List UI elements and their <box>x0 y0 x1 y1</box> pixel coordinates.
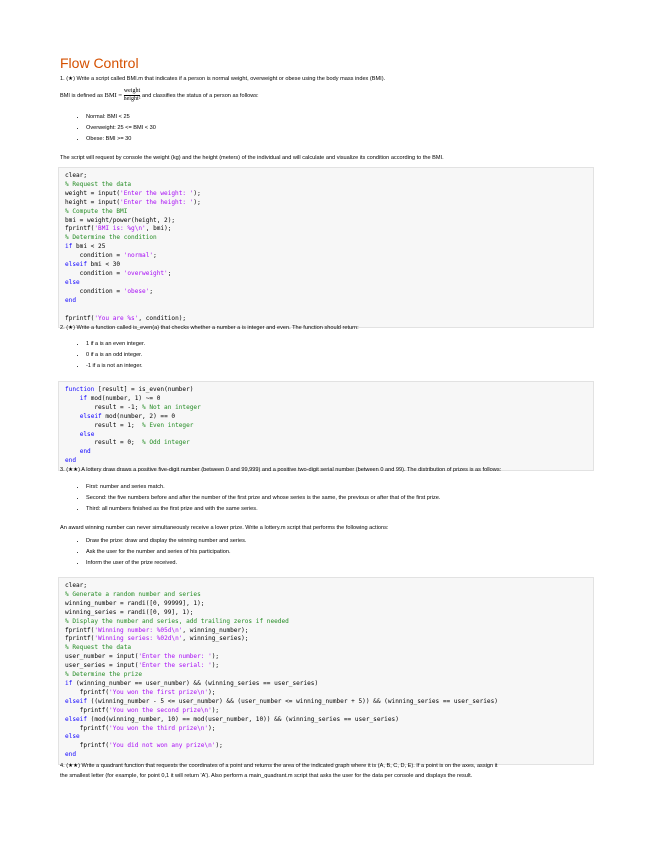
code-keyword: if <box>79 394 88 402</box>
code-text: bmi = weight/power(height, 2); <box>65 216 176 224</box>
bullet-item: • 0 if a is an odd integer. <box>86 350 145 361</box>
page-title: Flow Control <box>60 55 139 71</box>
code-line <box>65 439 593 448</box>
code-text: weight = input( <box>65 189 121 197</box>
code-text: fprintf( <box>65 706 110 714</box>
code-text: ); <box>208 688 216 696</box>
code-comment: % Determine the prize <box>65 671 143 679</box>
code-string: 'Winning series: %02d\n' <box>94 635 183 643</box>
code-comment: % Generate a random number and series <box>65 590 201 598</box>
code-keyword: elseif <box>65 261 88 269</box>
code-line <box>65 653 593 662</box>
code-line <box>65 288 593 297</box>
code-text: ); <box>193 189 201 197</box>
code-text: ); <box>211 653 220 661</box>
code-line <box>65 707 593 716</box>
code-line <box>65 243 593 252</box>
code-string: 'You won the third prize\n' <box>109 724 209 732</box>
code-string: 'Enter the height: ' <box>120 198 194 206</box>
code-text: result = 1; <box>65 421 143 429</box>
code-text: mod(number, 2) == 0 <box>101 412 176 420</box>
q1-after: The script will request by console the weight (kg) and the height (meters) of the individual and will calculate and visualize its condition according to the BMI. <box>60 155 444 161</box>
code-line <box>65 457 593 466</box>
code-line <box>65 234 593 243</box>
code-text <box>65 448 80 455</box>
code-text: ); <box>208 724 216 732</box>
code-block-is-even <box>58 381 594 471</box>
code-comment: % Even integer <box>142 421 194 429</box>
code-text: user_number = input( <box>65 653 139 661</box>
code-text: fprintf( <box>65 724 110 732</box>
code-text: mod(number, 1) ~= 0 <box>87 394 161 402</box>
code-line <box>65 315 593 324</box>
code-string: 'obese' <box>123 287 150 295</box>
code-line <box>65 279 593 288</box>
bullet-item: • 1 if a is an even integer. <box>86 339 145 350</box>
q3-bullets2 <box>76 536 246 569</box>
code-keyword: else <box>65 733 80 741</box>
code-text: ; <box>167 269 172 277</box>
code-text: result = 0; <box>65 439 143 447</box>
code-line <box>65 733 593 742</box>
code-comment: % Not an integer <box>142 403 201 411</box>
code-text: result = -1; <box>65 403 143 411</box>
code-string: 'You are %s' <box>94 314 139 322</box>
code-string: 'You did not won any prize\n' <box>109 742 216 750</box>
code-text: bmi < 25 <box>72 243 106 251</box>
code-line <box>65 270 593 279</box>
code-comment: % Determine the condition <box>65 234 157 242</box>
code-text: (mod(winning_number, 10) == mod(user_number, 10)) && (winning_series == user_series) <box>87 715 399 723</box>
code-line <box>65 297 593 306</box>
code-comment: % Odd integer <box>142 439 190 447</box>
code-line <box>65 181 593 190</box>
code-text: fprintf( <box>65 635 95 643</box>
q3-bullets <box>76 482 440 515</box>
code-text: clear; <box>65 582 88 589</box>
code-keyword: end <box>79 448 91 456</box>
code-text <box>65 306 69 313</box>
code-keyword: else <box>79 430 95 438</box>
code-line <box>65 261 593 270</box>
code-text: ); <box>211 706 220 714</box>
code-text: fprintf( <box>65 314 95 322</box>
code-text: fprintf( <box>65 742 110 750</box>
code-line <box>65 680 593 689</box>
formula-lhs: BMI = <box>104 91 123 99</box>
code-line <box>65 582 593 591</box>
code-text: ); <box>211 662 220 670</box>
code-line <box>65 190 593 199</box>
code-text <box>65 431 80 438</box>
code-line <box>65 698 593 707</box>
code-text: fprintf( <box>65 626 95 634</box>
code-string: 'BMI is: %g\n' <box>94 225 146 233</box>
code-keyword: end <box>65 296 77 304</box>
code-line <box>65 448 593 457</box>
code-comment: % Compute the BMI <box>65 207 128 215</box>
code-string: 'You won the second prize\n' <box>109 706 212 714</box>
code-block-bmi <box>58 167 594 328</box>
code-line <box>65 413 593 422</box>
bullet-item: • Second: the five numbers before and after the number of the first prize and whose series is the same, the previous or after that of the first prize. <box>86 493 440 504</box>
q1-intro: 1. (★) Write a script called BMI.m that indicates if a person is normal weight, overweight or obese using the body mass index (BMI). <box>60 76 386 82</box>
code-line <box>65 635 593 644</box>
code-keyword: end <box>65 457 77 465</box>
code-text: (winning_number == user_number) && (winning_series == user_series) <box>72 679 319 687</box>
code-text: user_series = input( <box>65 662 139 670</box>
code-keyword: if <box>65 679 73 687</box>
code-comment: % Request the data <box>65 180 132 188</box>
code-text: winning_series = randi([0, 99], 1); <box>65 608 194 616</box>
bullet-item: • Draw the prize: draw and display the winning number and series. <box>86 536 246 547</box>
code-keyword: end <box>65 751 77 759</box>
q4-line1: 4. (★★) Write a quadrant function that requests the coordinates of a point and returns the area of the indicated graph where it is (A, B, C, D, E). If a point is on the axes, assign it <box>60 763 498 769</box>
code-string: 'Enter the weight: ' <box>120 189 194 197</box>
code-keyword: function <box>65 386 95 393</box>
code-text: , winning_number); <box>182 626 249 634</box>
code-text <box>65 413 80 420</box>
bmi-definition <box>60 88 259 103</box>
code-text: ; <box>153 252 157 260</box>
code-line <box>65 671 593 680</box>
q1-bullets <box>76 112 156 145</box>
code-line <box>65 725 593 734</box>
code-comment: % Request the data <box>65 644 132 652</box>
code-text: , condition); <box>138 314 187 322</box>
bullet-item: • First: number and series match. <box>86 482 440 493</box>
bullet-item: • Normal: BMI < 25 <box>86 112 156 123</box>
code-text: ); <box>193 198 201 206</box>
code-text: clear; <box>65 172 88 179</box>
code-text: fprintf( <box>65 225 95 233</box>
code-line <box>65 306 593 315</box>
code-line <box>65 716 593 725</box>
code-keyword: elseif <box>79 412 102 420</box>
bullet-item: • Third: all numbers finished as the first prize and with the same series. <box>86 504 440 515</box>
q3-middle: An award winning number can never simultaneously receive a lower prize. Write a lottery.m script that performs the following actions: <box>60 525 389 531</box>
code-line <box>65 431 593 440</box>
q4-line2: the smallest letter (for example, for point 0,1 it will return 'A'). Also perform a main_quadrant.m script that asks the user for the data per console and displays the result. <box>60 773 473 779</box>
code-block-lottery <box>58 577 594 765</box>
code-text: ); <box>215 742 223 750</box>
code-string: 'You won the first prize\n' <box>109 688 209 696</box>
definition-text-post: and classifies the status of a person as follows: <box>141 92 259 99</box>
code-line <box>65 627 593 636</box>
code-line <box>65 252 593 261</box>
code-string: 'Enter the number: ' <box>138 653 212 661</box>
code-line <box>65 600 593 609</box>
code-line <box>65 386 593 395</box>
code-text <box>65 395 80 402</box>
code-line <box>65 225 593 234</box>
code-text: fprintf( <box>65 688 110 696</box>
code-text: [result] = is_even(number) <box>94 386 194 393</box>
code-line <box>65 404 593 413</box>
code-text: height = input( <box>65 198 121 206</box>
bmi-formula <box>124 88 141 103</box>
code-line <box>65 199 593 208</box>
code-line <box>65 591 593 600</box>
code-keyword: else <box>65 278 80 286</box>
code-line <box>65 751 593 760</box>
q2-intro: 2. (★) Write a function called is_even(a) that checks whether a number a is integer and even. The function should return: <box>60 325 359 331</box>
code-line <box>65 689 593 698</box>
code-line <box>65 742 593 751</box>
code-line <box>65 422 593 431</box>
code-text: , bmi); <box>145 225 172 233</box>
bullet-item: • Overweight: 25 <= BMI < 30 <box>86 123 156 134</box>
code-keyword: elseif <box>65 697 88 705</box>
q2-bullets <box>76 339 145 372</box>
code-line <box>65 208 593 217</box>
code-keyword: elseif <box>65 715 88 723</box>
bullet-item: • Ask the user for the number and series of his participation. <box>86 547 246 558</box>
code-line <box>65 609 593 618</box>
code-line <box>65 618 593 627</box>
code-text: ((winning_number - 5 <= user_number) && (user_number <= winning_number + 5)) && (winning_series == user_series) <box>87 697 498 705</box>
code-text: bmi < 30 <box>87 261 121 269</box>
code-string: 'overweight' <box>123 269 168 277</box>
code-line <box>65 644 593 653</box>
code-string: 'Enter the serial: ' <box>138 662 212 670</box>
bullet-item: • Obese: BMI >= 30 <box>86 134 156 145</box>
code-text: , winning_series); <box>182 635 249 643</box>
code-keyword: if <box>65 243 73 251</box>
code-string: 'Winning number: %05d\n' <box>94 626 183 634</box>
formula-numerator: weight <box>123 88 141 94</box>
code-text: condition = <box>65 252 124 260</box>
code-line <box>65 395 593 404</box>
formula-denominator: height² <box>123 96 141 102</box>
bullet-item: • -1 if a is not an integer. <box>86 361 145 372</box>
bullet-item: • Inform the user of the prize received. <box>86 558 246 569</box>
q3-intro: 3. (★★) A lottery draw draws a positive five-digit number (between 0 and 99,999) and a positive two-digit serial number (between 0 and 99). The distribution of prizes is as follows: <box>60 467 502 473</box>
code-text: condition = <box>65 287 124 295</box>
code-text: ; <box>149 287 154 295</box>
code-line <box>65 217 593 226</box>
code-string: 'normal' <box>123 252 154 260</box>
code-comment: % Display the number and series, add trailing zeros if needed <box>65 617 289 625</box>
code-line <box>65 662 593 671</box>
code-text: condition = <box>65 269 124 277</box>
definition-text: BMI is defined as <box>60 92 103 99</box>
code-text: winning_number = randi([0, 99999], 1); <box>65 599 205 607</box>
code-line <box>65 172 593 181</box>
